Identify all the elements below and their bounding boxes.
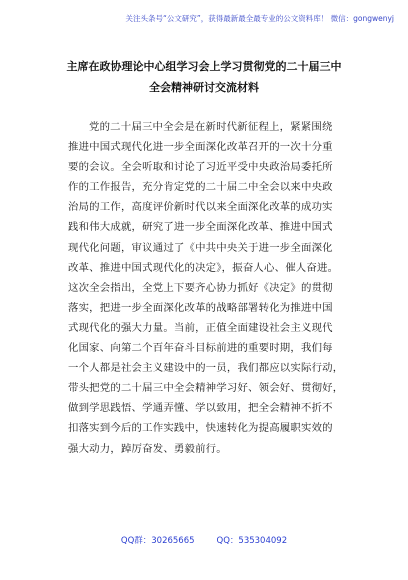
document-body	[68, 117, 344, 459]
body-line: 要的会议。全会听取和讨论了习近平受中央政治局委托所	[68, 161, 333, 174]
body-line: 治局的工作，高度评价新时代以来全面深化改革的成功实	[68, 201, 333, 214]
body-line: 扣落实到今后的工作实践中，快速转化为提高履职实效的	[68, 422, 333, 435]
body-line: 作的工作报告，充分肯定党的二十届二中全会以来中央政	[68, 181, 333, 194]
header-note: 关注头条号“公文研究”，获得最新最全最专业的公文资料库！ 微信：gongwenyj	[125, 14, 394, 23]
body-line: 践和伟大成就，研究了进一步全面深化改革、推进中国式	[68, 221, 333, 234]
footer-qq-group: QQ群：30265665	[120, 536, 195, 546]
title-line: 主席在政协理论中心组学习会上学习贯彻党的二十届三中	[66, 60, 342, 73]
body-line: 一个人都是社会主义建设中的一员，我们都应以实际行动，	[68, 362, 344, 375]
title-line: 全会精神研讨交流材料	[149, 81, 259, 94]
body-line: 这次全会指出，全党上下要齐心协力抓好《决定》的贯彻	[68, 281, 333, 294]
document-title	[0, 56, 408, 98]
footer-qq: QQ：535304092	[216, 536, 288, 546]
body-line: 改革、推进中国式现代化的决定》，振奋人心、催人奋进。	[68, 261, 339, 274]
body-line: 党的二十届三中全会是在新时代新征程上，紧紧围绕	[89, 121, 333, 133]
body-line: 带头把党的二十届三中全会精神学习好、领会好、贯彻好，	[68, 382, 344, 395]
body-line: 推进中国式现代化进一步全面深化改革召开的一次十分重	[68, 141, 333, 154]
body-line: 化国家、向第二个百年奋斗目标前进的重要时期，我们每	[68, 342, 333, 355]
body-line: 强大动力，踔厉奋发、勇毅前行。	[68, 442, 227, 455]
footer-contact	[0, 534, 408, 546]
body-line: 落实，把进一步全面深化改革的战略部署转化为推进中国	[68, 301, 333, 314]
body-line: 做到学思践悟、学通弄懂、学以致用，把全会精神不折不	[68, 402, 333, 415]
body-line: 现代化问题，审议通过了《中共中央关于进一步全面深化	[68, 241, 333, 254]
body-line: 式现代化的强大力量。当前，正值全面建设社会主义现代	[68, 321, 333, 334]
